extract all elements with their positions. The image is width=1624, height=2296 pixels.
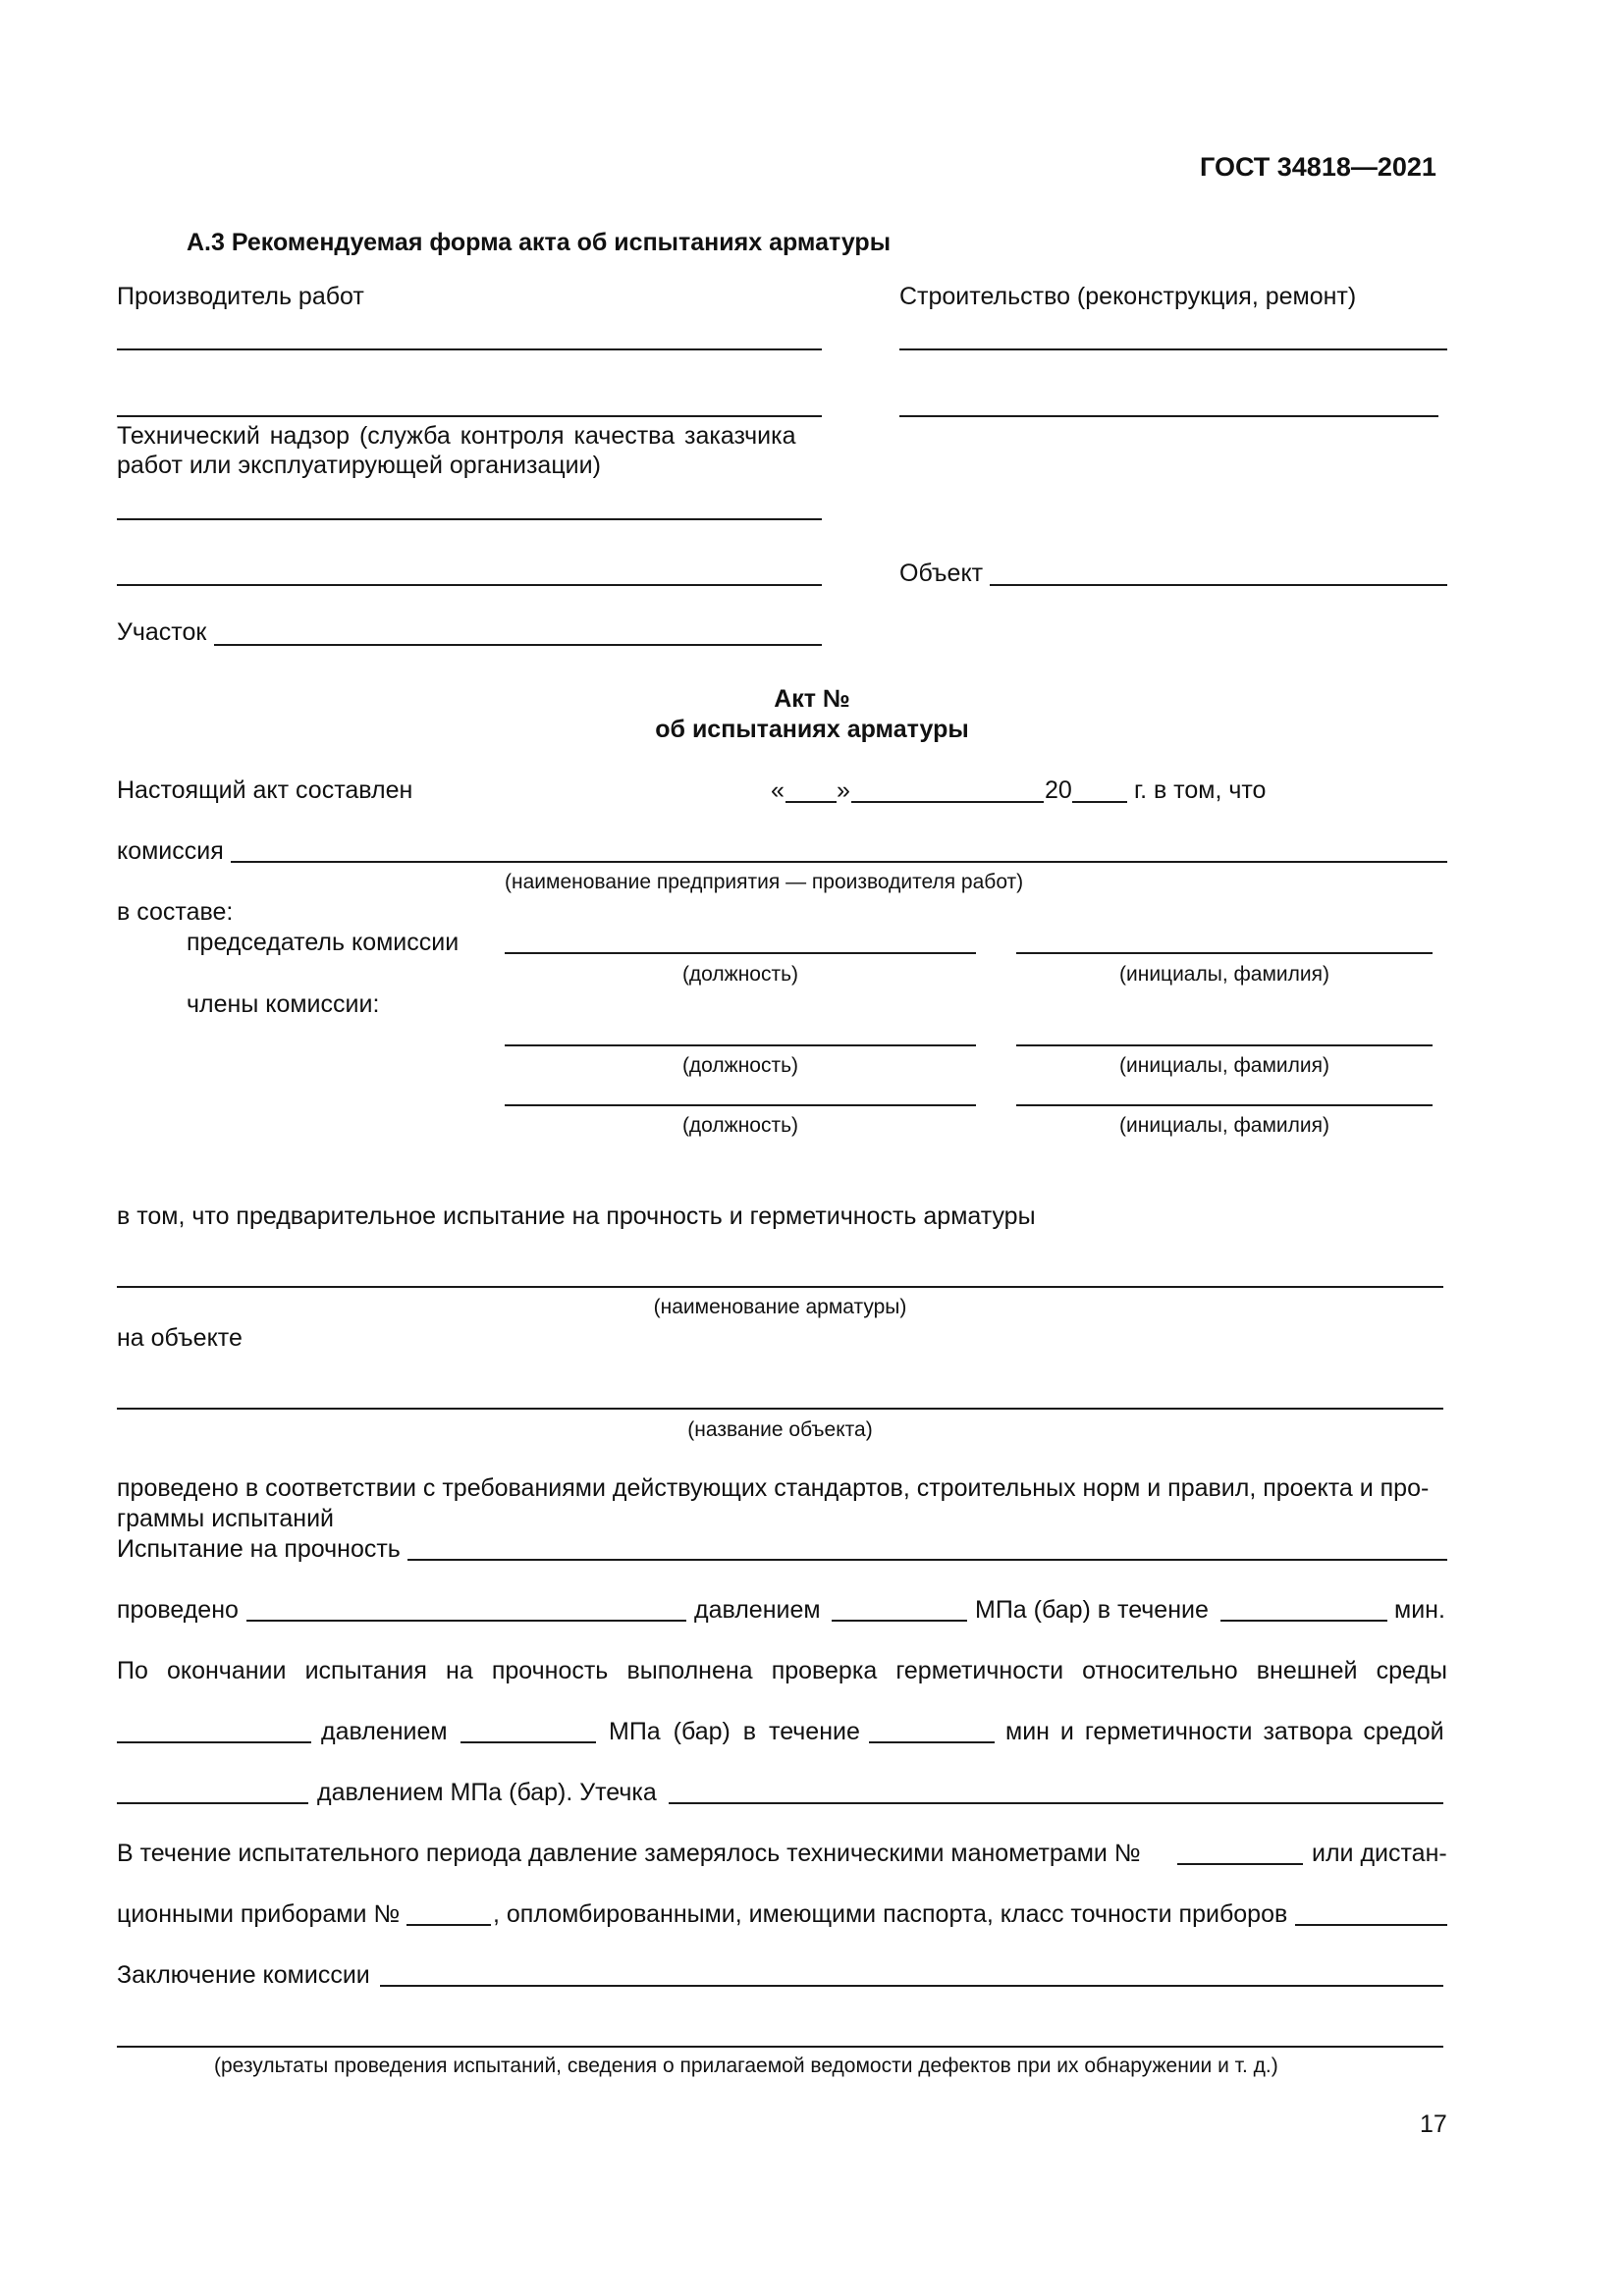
quote-close: » <box>837 776 850 804</box>
supervision-label-line-1 <box>117 424 822 449</box>
devices-number-line[interactable] <box>406 1924 491 1926</box>
year-suffix: г. в том, что <box>1134 776 1267 804</box>
tightness-intro-word: проверка <box>771 1657 878 1684</box>
strength-test-label: Испытание на прочность <box>117 1535 401 1563</box>
commission-field-line[interactable] <box>231 861 1447 863</box>
member1-position-line[interactable] <box>505 1044 976 1046</box>
supervision-field-line-1[interactable] <box>117 518 822 520</box>
tightness-intro-word: на <box>446 1657 473 1684</box>
strength-test-line[interactable] <box>407 1559 1447 1561</box>
page-number: 17 <box>1420 2110 1447 2138</box>
conclusion-field-line-2[interactable] <box>117 2046 1443 2048</box>
site-field-line[interactable] <box>214 644 822 646</box>
quote-open: « <box>771 776 785 804</box>
member1-position-caption: (должность) <box>681 1054 799 1077</box>
object-label: Объект <box>899 560 984 587</box>
compiled-label: Настоящий акт составлен <box>117 776 413 804</box>
strength-pressure-line[interactable] <box>832 1620 967 1622</box>
conducted-line-1: проведено в соответствии с требованиями действующих стандартов, строительных норм и правил, проекта и про- <box>117 1474 1430 1502</box>
tightness-pressure-line[interactable] <box>460 1741 596 1743</box>
member1-name-line[interactable] <box>1016 1044 1433 1046</box>
conclusion-field-line-1[interactable] <box>380 1985 1443 1987</box>
members-label: члены комиссии: <box>187 990 380 1018</box>
member1-name-caption: (инициалы, фамилия) <box>1119 1054 1329 1077</box>
producer-field-line-1[interactable] <box>117 348 822 350</box>
year-prefix: 20 <box>1045 776 1072 804</box>
commission-label: комиссия <box>117 837 224 865</box>
strength-minutes: мин. <box>1394 1596 1445 1624</box>
object-caption: (название объекта) <box>687 1418 873 1441</box>
construction-field-line-1[interactable] <box>899 348 1447 350</box>
valve-name-line[interactable] <box>117 1286 1443 1288</box>
chairman-label: председатель комиссии <box>187 929 460 956</box>
construction-label: Строительство (реконструкция, ремонт) <box>899 283 1357 310</box>
member2-name-line[interactable] <box>1016 1104 1433 1106</box>
year-field-line[interactable] <box>1072 801 1127 803</box>
devices-middle: , опломбированными, имеющими паспорта, класс точности приборов <box>493 1900 1288 1928</box>
test-intro: в том, что предварительное испытание на прочность и герметичность арматуры <box>117 1202 1036 1230</box>
strength-pressure-label: давлением <box>694 1596 821 1624</box>
tightness-intro-word: внешней <box>1256 1657 1358 1684</box>
supervision-text-1: Технический надзор (служба контроля качества заказчика <box>117 422 796 450</box>
tightness-intro-word: выполнена <box>626 1657 753 1684</box>
tightness-units: МПа (бар) в течение <box>609 1718 860 1745</box>
strength-duration-line[interactable] <box>1220 1620 1387 1622</box>
member2-position-caption: (должность) <box>681 1114 799 1137</box>
tightness-intro-word: По <box>117 1657 148 1684</box>
supervision-label-line-2: работ или эксплуатирующей организации) <box>117 452 601 479</box>
conducted-line-2: граммы испытаний <box>117 1505 334 1532</box>
producer-label: Производитель работ <box>117 283 364 310</box>
tightness-pressure-label: давлением <box>321 1718 448 1745</box>
at-object-label: на объекте <box>117 1324 243 1352</box>
tightness-intro-word: среды <box>1376 1657 1447 1684</box>
tightness-intro <box>117 1659 1447 1683</box>
strength-units: МПа (бар) в течение <box>975 1596 1209 1624</box>
chairman-position-line[interactable] <box>505 952 976 954</box>
tightness-medium-line[interactable] <box>117 1741 311 1743</box>
construction-field-line-2[interactable] <box>899 415 1438 417</box>
section-title: А.3 Рекомендуемая форма акта об испытаниях арматуры <box>187 229 892 256</box>
tightness-intro-word: прочность <box>491 1657 609 1684</box>
conclusion-label: Заключение комиссии <box>117 1961 370 1989</box>
object-field-line[interactable] <box>990 584 1447 586</box>
devices-prefix: ционными приборами № <box>117 1900 401 1928</box>
month-field-line[interactable] <box>851 801 1044 803</box>
commission-caption: (наименование предприятия — производителя работ) <box>505 871 1024 893</box>
manometer-number-line[interactable] <box>1177 1863 1303 1865</box>
site-label: Участок <box>117 618 207 646</box>
strength-method-line[interactable] <box>246 1620 686 1622</box>
conclusion-caption: (результаты проведения испытаний, сведения о прилагаемой ведомости дефектов при их обнаружении и т. д.) <box>214 2055 1278 2077</box>
tightness-intro-word: герметичности <box>895 1657 1064 1684</box>
tightness-duration-line[interactable] <box>869 1741 995 1743</box>
object-name-line[interactable] <box>117 1408 1443 1410</box>
producer-field-line-2[interactable] <box>117 415 822 417</box>
tightness-tail: мин и герметичности затвора средой <box>1005 1718 1444 1745</box>
tightness-intro-word: окончании <box>166 1657 287 1684</box>
valve-caption: (наименование арматуры) <box>653 1296 907 1318</box>
leak-field-line[interactable] <box>669 1802 1443 1804</box>
member2-position-line[interactable] <box>505 1104 976 1106</box>
leak-medium-line[interactable] <box>117 1802 308 1804</box>
chairman-name-line[interactable] <box>1016 952 1433 954</box>
measure-tail: или дистан- <box>1312 1840 1447 1867</box>
chairman-name-caption: (инициалы, фамилия) <box>1119 963 1329 986</box>
measure-text: В течение испытательного периода давление замерялось техническими манометрами № <box>117 1840 1141 1867</box>
standard-number: ГОСТ 34818—2021 <box>1200 152 1436 182</box>
act-title-number: Акт № <box>774 685 850 713</box>
leak-text: давлением МПа (бар). Утечка <box>317 1779 657 1806</box>
composition-label: в составе: <box>117 898 234 926</box>
member2-name-caption: (инициалы, фамилия) <box>1119 1114 1329 1137</box>
tightness-intro-word: испытания <box>304 1657 427 1684</box>
strength-carried-out: проведено <box>117 1596 239 1624</box>
act-title-subject: об испытаниях арматуры <box>655 716 969 743</box>
chairman-position-caption: (должность) <box>681 963 799 986</box>
tightness-intro-word: относительно <box>1082 1657 1238 1684</box>
supervision-field-line-2[interactable] <box>117 584 822 586</box>
accuracy-class-line[interactable] <box>1295 1924 1447 1926</box>
day-field-line[interactable] <box>785 801 837 803</box>
